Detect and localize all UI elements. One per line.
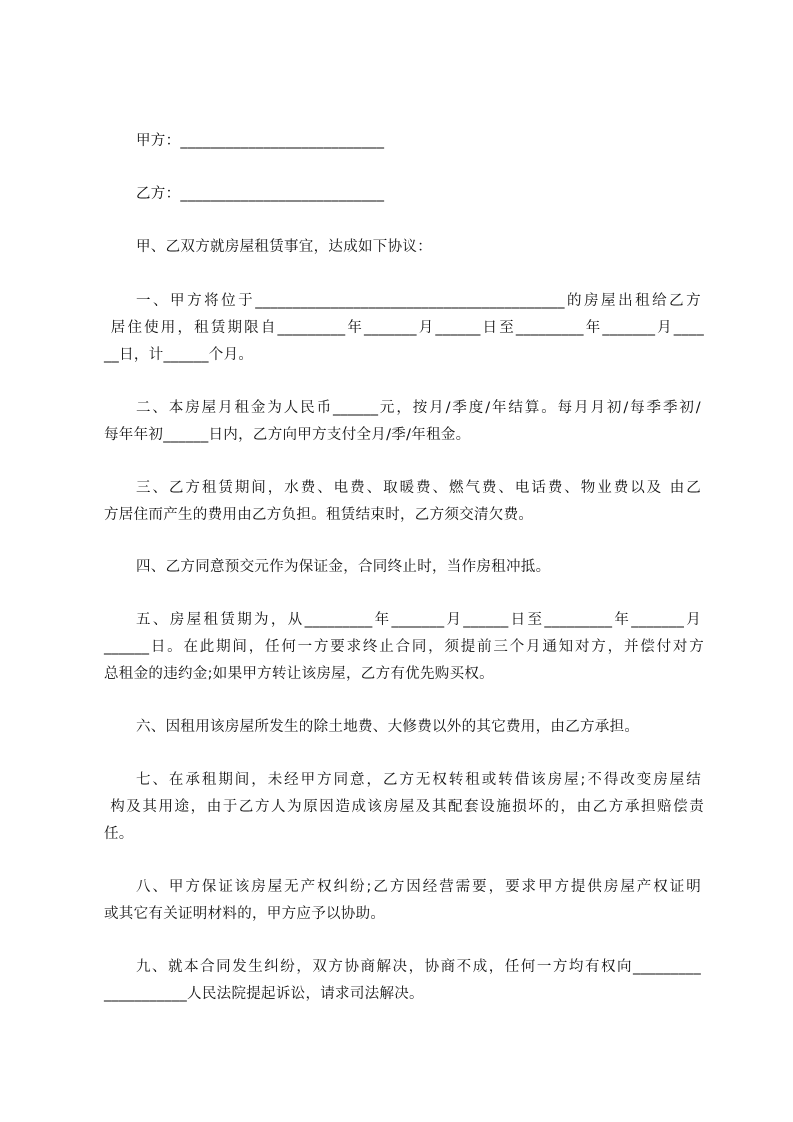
clause-7-line-2: 构及其用途，由于乙方人为原因造成该房屋及其配套设施损坏的，由乙方承担赔偿责 bbox=[104, 799, 704, 815]
clause-1-line-1: 一、甲方将位于_________________________________________的房屋出租给乙方 bbox=[136, 293, 701, 309]
party-a-line: 甲方：___________________________ bbox=[136, 133, 385, 149]
clause-1-line-3: __日，计______个月。 bbox=[104, 347, 254, 363]
clause-8-line-1: 八、甲方保证该房屋无产权纠纷;乙方因经营需要，要求甲方提供房屋产权证明 bbox=[136, 879, 701, 895]
clause-1-line-2: 居住使用，租赁期限自_________年_______月______日至_________年_______月____ bbox=[104, 320, 704, 336]
clause-9-line-2: ___________人民法院提起诉讼，请求司法解决。 bbox=[104, 986, 424, 1002]
clause-8-line-2: 或其它有关证明材料的，甲方应予以协助。 bbox=[104, 906, 386, 922]
clause-3-line-1: 三、乙方租赁期间，水费、电费、取暖费、燃气费、电话费、物业费以及 由乙 bbox=[136, 480, 701, 496]
clause-5-line-1: 五、房屋租赁期为，从_________年_______月______日至_________年_______月 bbox=[136, 612, 701, 628]
party-b-line: 乙方：___________________________ bbox=[136, 186, 385, 202]
clause-6-line-1: 六、因租用该房屋所发生的除土地费、大修费以外的其它费用，由乙方承担。 bbox=[136, 719, 640, 735]
clause-7-line-3: 任。 bbox=[104, 826, 134, 842]
clause-2-line-2: 每年年初______日内，乙方向甲方支付全月/季/年租金。 bbox=[104, 427, 471, 443]
intro-line: 甲、乙双方就房屋租赁事宜，达成如下协议： bbox=[136, 239, 432, 255]
clause-5-line-3: 总租金的违约金;如果甲方转让该房屋，乙方有优先购买权。 bbox=[104, 666, 494, 682]
clause-2-line-1: 二、本房屋月租金为人民币______元，按月/季度/年结算。每月月初/每季季初/ bbox=[136, 400, 701, 416]
clause-5-line-2: ______日。在此期间，任何一方要求终止合同，须提前三个月通知对方，并偿付对方 bbox=[104, 639, 704, 655]
clause-3-line-2: 方居住而产生的费用由乙方负担。租赁结束时，乙方须交清欠费。 bbox=[104, 507, 534, 523]
clause-7-line-1: 七、在承租期间，未经甲方同意，乙方无权转租或转借该房屋;不得改变房屋结 bbox=[136, 772, 701, 788]
clause-9-line-1: 九、就本合同发生纠纷，双方协商解决，协商不成，任何一方均有权向_________ bbox=[136, 959, 701, 975]
clause-4-line-1: 四、乙方同意预交元作为保证金，合同终止时，当作房租冲抵。 bbox=[136, 559, 551, 575]
